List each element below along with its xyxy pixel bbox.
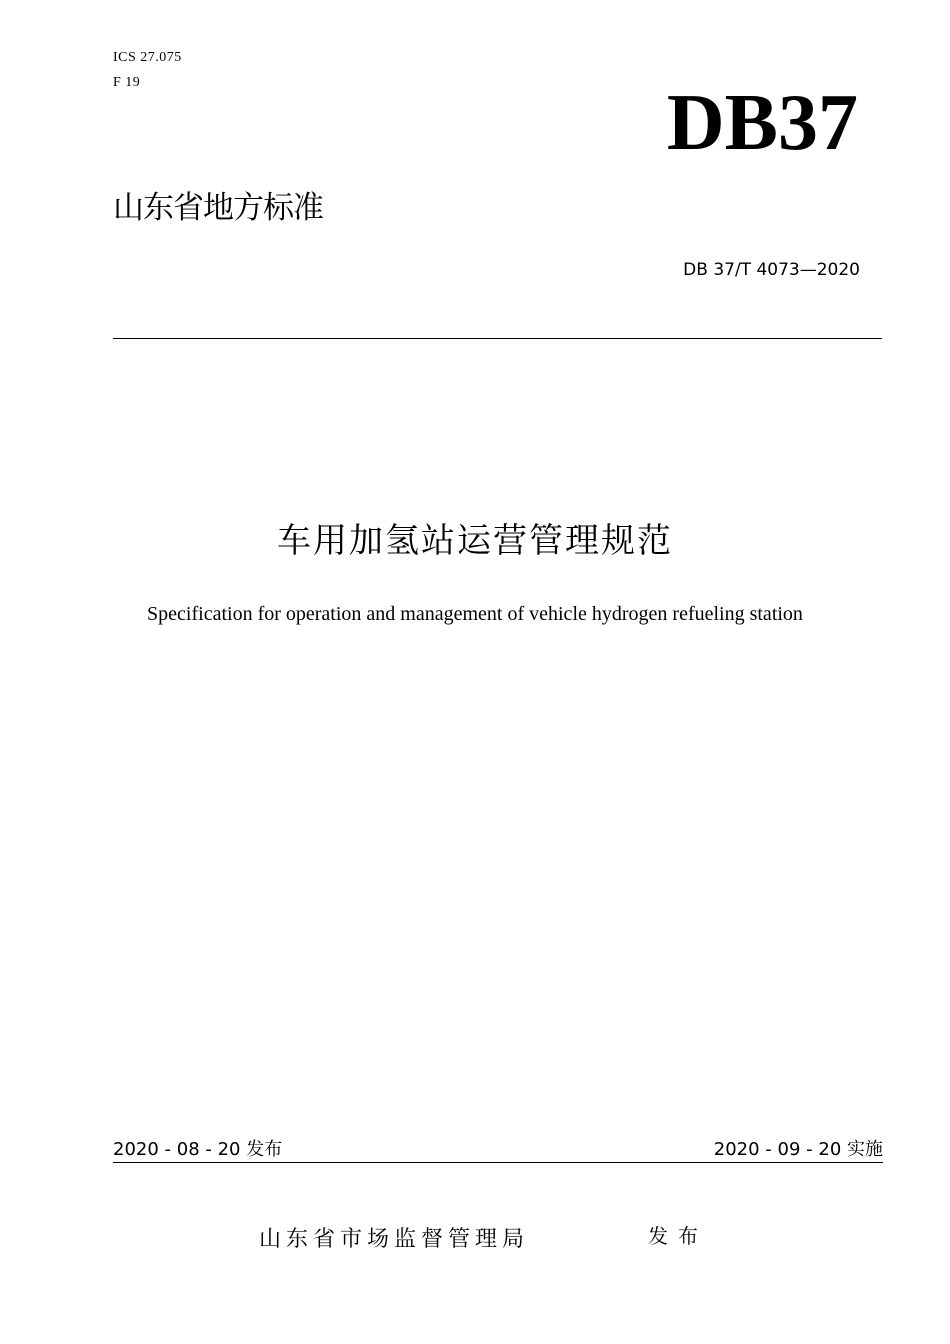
ccs-code: F 19 — [113, 75, 141, 90]
ics-code: ICS 27.075 — [113, 50, 182, 65]
issuer-name: 山东省市场监督管理局 — [259, 1227, 530, 1252]
standard-type: 山东省地方标准 — [113, 190, 323, 226]
implementation-date: 2020 - 09 - 20 实施 — [713, 1139, 883, 1160]
standard-number: DB 37/T 4073—2020 — [683, 260, 860, 280]
footer-divider — [113, 1162, 883, 1163]
db-logo: DB37 — [666, 79, 858, 167]
title-chinese: 车用加氢站运营管理规范 — [277, 521, 673, 561]
header-divider — [113, 338, 882, 339]
issued-by-label: 发布 — [648, 1224, 708, 1248]
issue-date: 2020 - 08 - 20 发布 — [113, 1139, 283, 1160]
title-english: Specification for operation and management of vehicle hydrogen refueling station — [147, 603, 803, 625]
